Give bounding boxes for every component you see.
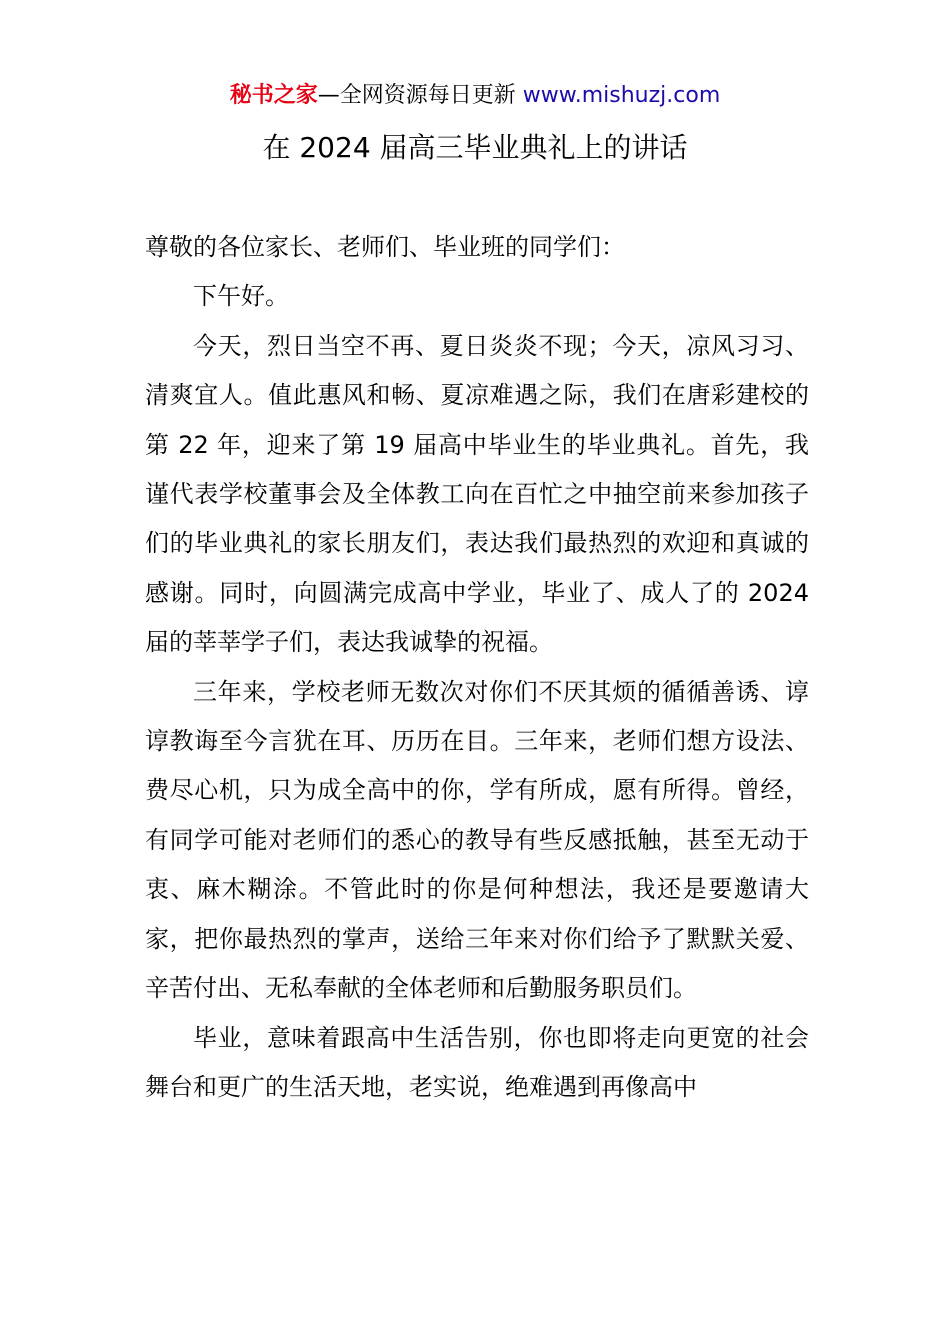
site-brand: 秘书之家: [229, 83, 318, 108]
site-slogan: —全网资源每日更新: [317, 83, 523, 108]
paragraph-thanks-teachers: 三年来，学校老师无数次对你们不厌其烦的循循善诱、谆谆教诲至今言犹在耳、历历在目。三年来，老师们想方设法、费尽心机，只为成全高中的你，学有所成，愿有所得。曾经，有同学可能对老师们的悉心的教导有些反感抵触，甚至无动于衷、麻木糊涂。不管此时的你是何种想法，我还是要邀请大家，把你最热烈的掌声，送给三年来对你们给予了默默关爱、辛苦付出、无私奉献的全体老师和后勤服务职员们。: [145, 677, 809, 1003]
paragraph-welcome: 今天，烈日当空不再、夏日炎炎不现；今天，凉风习习、清爽宜人。值此惠风和畅、夏凉难遇之际，我们在唐彩建校的第 22 年，迎来了第 19 届高中毕业生的毕业典礼。首先，我谨代表学校董事会及全体教工向在百忙之中抽空前来参加孩子们的毕业典礼的家长朋友们，表达我们最热烈的欢迎和真诚的感谢。同时，向圆满完成高中学业，毕业了、成人了的 2024 届的莘莘学子们，表达我诚挚的祝福。: [145, 331, 809, 657]
site-header: [0, 80, 950, 112]
document-body: [145, 223, 809, 1112]
paragraph-greeting: 下午好。: [193, 282, 289, 311]
site-url-link[interactable]: www.mishuzj.com: [522, 83, 721, 108]
document-title: 在 2024 届高三毕业典礼上的讲话: [262, 131, 688, 164]
paragraph-graduation: 毕业，意味着跟高中生活告别，你也即将走向更宽的社会舞台和更广的生活天地，老实说，绝难遇到再像高中: [145, 1023, 809, 1101]
salutation: 尊敬的各位家长、老师们、毕业班的同学们：: [145, 233, 625, 261]
